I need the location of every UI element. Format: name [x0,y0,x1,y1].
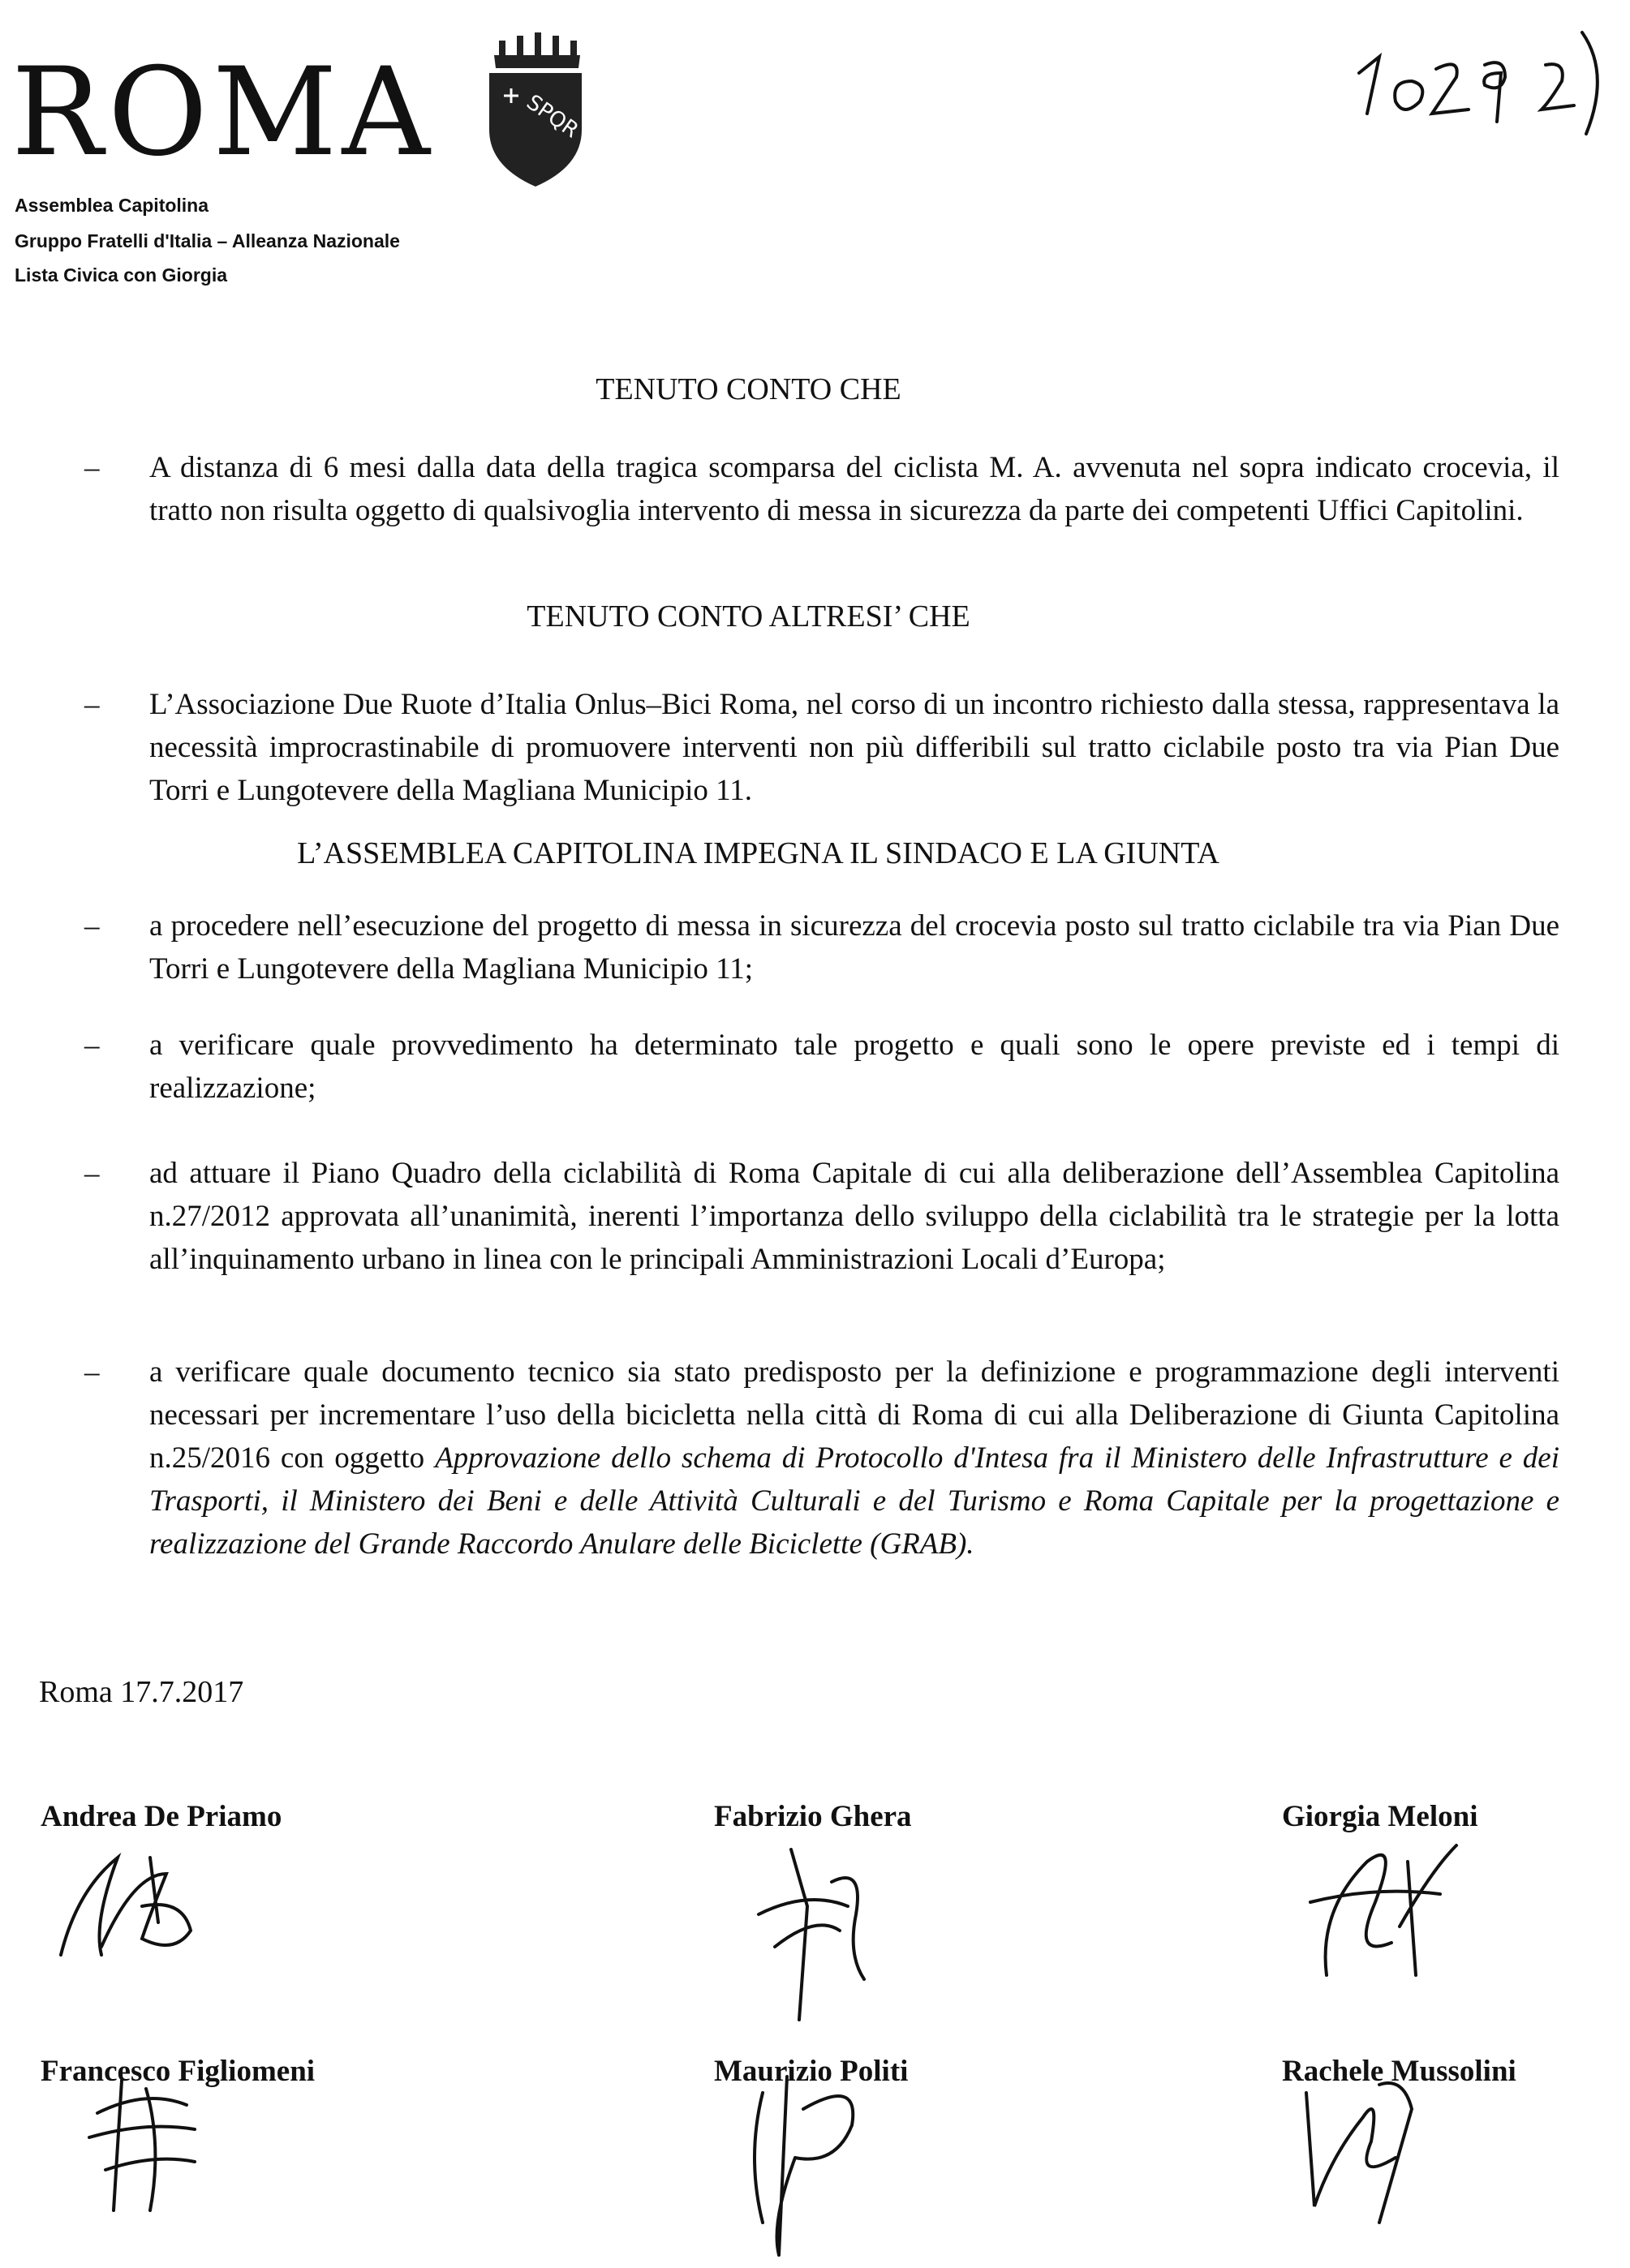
signature-scribble [73,2064,211,2219]
bullet-dash: – [84,451,100,484]
heading-impegna: L’ASSEMBLEA CAPITOLINA IMPEGNA IL SINDACO E LA GIUNTA [297,836,1219,870]
spqr-crest-icon [475,32,596,191]
commitment-text: ad attuare il Piano Quadro della ciclabilità di Roma Capitale di cui alla deliberazione dell’Assemblea Capitolina n.27/2012 approvata all’unanimità, inerenti l’importanza dello sviluppo della ciclabilità tra le strategie per la lotta all’inquinamento urbano in linea con le principali Amministrazioni Locali d’Europa; [149,1157,1559,1276]
heading-tenuto-conto: TENUTO CONTO CHE [596,372,901,406]
roma-logo-text: ROMA [11,42,435,183]
heading-tenuto-conto-altresi: TENUTO CONTO ALTRESI’ CHE [527,599,970,634]
signatory-name: Andrea De Priamo [41,1800,282,1833]
org-line-group: Gruppo Fratelli d'Italia – Alleanza Nazionale [15,230,400,251]
commitment-item [84,1024,1559,1110]
commitment-item [84,904,1559,990]
signatory-name: Fabrizio Ghera [714,1800,912,1833]
bullet-dash: – [84,1355,100,1389]
org-line-assembly: Assemblea Capitolina [15,195,209,216]
signatory-name: Francesco Figliomeni [41,2055,316,2088]
crest-letters: SPQR [522,90,583,144]
deliberation-title: Approvazione dello schema di Protocollo d'Intesa fra il Ministero delle Infrastrutture e dei Trasporti, il Ministero dei Beni e delle Attività Culturali e del Turismo e Roma Capitale per la progettazione e realizzazione del Grande Raccordo Anulare delle Biciclette (GRAB). [149,1441,1559,1561]
commitment-text: a procedere nell’esecuzione del progetto di messa in sicurezza del crocevia posto sul tratto ciclabile tra via Pian Due Torri e Lungotevere della Magliana Municipio 11; [149,909,1559,986]
commitment-item [84,1152,1559,1281]
document-date: Roma 17.7.2017 [39,1675,244,1709]
signature-scribble [1294,1813,1473,1987]
commitment-item [84,1351,1559,1566]
signatory-name: Maurizio Politi [714,2055,909,2088]
signatory-name: Rachele Mussolini [1282,2055,1516,2088]
org-line-list: Lista Civica con Giorgia [15,264,228,286]
paragraph-item [84,446,1559,532]
signature-scribble [714,2060,884,2263]
commitment-text: a verificare quale provvedimento ha determinato tale progetto e quali sono le opere previste ed i tempi di realizzazione; [149,1029,1559,1105]
bullet-dash: – [84,909,100,943]
bullet-dash: – [84,1029,100,1062]
paragraph-text: A distanza di 6 mesi dalla data della tragica scomparsa del ciclista M. A. avvenuta nel sopra indicato crocevia, il tratto non risulta oggetto di qualsivoglia intervento di messa in sicurezza da parte dei competenti Uffici Capitolini. [149,451,1559,527]
paragraph-item [84,683,1559,812]
signatory-name: Giorgia Meloni [1282,1800,1478,1833]
signature-scribble [1282,2060,1428,2231]
signature-scribble [742,1817,905,2028]
paragraph-text: L’Associazione Due Ruote d’Italia Onlus–Bici Roma, nel corso di un incontro richiesto dalla stessa, rappresentava la necessità improcrastinabile di promuovere interventi non più differibili sul tratto ciclabile posto tra via Pian Due Torri e Lungotevere della Magliana Municipio 11. [149,688,1559,807]
handwritten-protocol-number [1351,24,1611,138]
commitment-text: a verificare quale documento tecnico sia stato predisposto per la definizione e programmazione degli interventi necessari per incrementare l’uso della bicicletta nella città di Roma di cui alla Deliberazione di Giunta Capitolina n.25/2016 con oggetto [149,1355,1559,1475]
signature-scribble [45,1825,215,1979]
bullet-dash: – [84,688,100,721]
bullet-dash: – [84,1157,100,1190]
svg-text:1029 2): 1029 2) [1351,24,1354,25]
